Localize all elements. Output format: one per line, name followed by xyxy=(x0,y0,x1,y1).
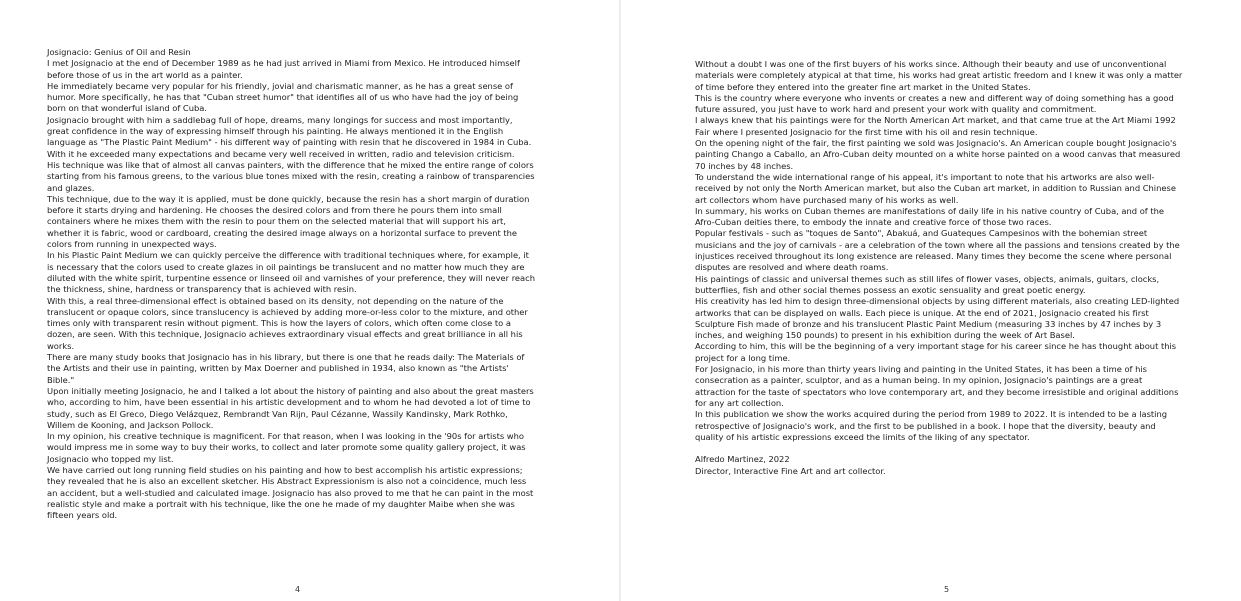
paragraph: With this, a real three-dimensional effect is obtained based on its density, not depending on the nature of the translucent or opaque colors, since translucency is achieved by adding more-or-less color to the mixture, and other times only with transparent resin without pigment. This is how the layers of colors, which often come close to a dozen, are seen. With this technique, Josignacio achieves extraordinary visual effects and great brilliance in all his works. xyxy=(47,295,528,351)
paragraph: In summary, his works on Cuban themes are manifestations of daily life in his native country of Cuba, and of the Afro-Cuban deities there, to embody the innate and creative force of those two races. xyxy=(695,205,1164,228)
left-page xyxy=(0,0,619,601)
signature-name: Alfredo Martinez, 2022 xyxy=(695,454,790,465)
paragraph: In my opinion, his creative technique is magnificent. For that reason, when I was looking in the '90s for artists who would impress me in some way to buy their works, to collect and later promote some quality gallery project, it was Josignacio who topped my list. xyxy=(47,431,526,464)
signature-title: Director, Interactive Fine Art and art collector. xyxy=(695,465,886,476)
paragraph: In his Plastic Paint Medium we can quickly perceive the difference with traditional techniques where, for example, it is necessary that the colors used to create glazes in oil paintings be translucent and no matter how much they are diluted with the white spirit, turpentine essence or linseed oil and varnishes of your preference, they will never reach the thickness, shine, hardness or transparency that is achieved with resin. xyxy=(47,250,535,295)
paragraph: On the opening night of the fair, the first painting we sold was Josignacio's. An American couple bought Josignacio's painting Chango a Caballo, an Afro-Cuban deity mounted on a white horse painted on a wood canvas that measured 70 inches by 48 inches. xyxy=(695,138,1181,171)
left-page-text xyxy=(47,47,535,521)
paragraph: According to him, this will be the beginning of a very important stage for his career since he has thought about this project for a long time. xyxy=(695,341,1177,363)
paragraph: This technique, due to the way it is applied, must be done quickly, because the resin has a short margin of duration before it starts drying and hardening. He chooses the desired colors and from there he pours them into small containers where he mixes them with the resin to pour them on the selected material that will support his art, whether it is fabric, wood or cardboard, creating the desired image always on a horizontal surface to prevent the colors from running in unexpected ways. xyxy=(47,193,530,250)
page-number-left: 4 xyxy=(295,585,301,594)
paragraph: His creativity has led him to design three-dimensional objects by using different materials, also creating LED-lighted artworks that can be displayed on walls. Each piece is unique. At the end of 2021, Josignacio created his first Sculpture Fish made of bronze and his translucent Plastic Paint Medium (measuring 33 inches by 47 inches by 3 inches, and weighing 150 pounds) to present in his exhibition during the week of Art Basel. xyxy=(695,296,1180,341)
paragraph: He immediately became very popular for his friendly, jovial and charismatic manner, as he has a great sense of humor. More specifically, he has that "Cuban street humor" that identifies all of us who have had the joy of being born on that wonderful island of Cuba. xyxy=(47,80,519,114)
paragraph: To understand the wide international range of his appeal, it's important to note that his artworks are also well-received by not only the North American market, but also the Cuban art market, in addition to Russian and Chinese art collectors whom have purchased many of his works as well. xyxy=(695,171,1176,205)
paragraph: For Josignacio, in his more than thirty years living and painting in the United States, it has been a time of his consecration as a painter, sculptor, and as a human being. In my opinion, Josignacio's paintings are a great attraction for the taste of spectators who love contemporary art, and they become irresistible and original additions for any art collection. xyxy=(695,364,1179,408)
paragraph: Without a doubt I was one of the first buyers of his works since. Although their beauty and use of unconventional materials were completely atypical at that time, his works had great artistic freedom and I knew it was only a matter of time before they entered into the greater fine art market in the United States. xyxy=(695,59,1183,92)
paragraph: We have carried out long running field studies on his painting and how to best accomplish his artistic expressions; they revealed that he is also an excellent sketcher. His Abstract Expressionism is also not a coincidence, much less an accident, but a well-studied and calculated image. Josignacio has also proved to me that he can paint in the most realistic style and make a portrait with his technique, like the one he made of my daughter Maibe when she was fifteen years old. xyxy=(47,464,534,521)
paragraph: Josignacio brought with him a saddlebag full of hope, dreams, many longings for success and most importantly, great confidence in the way of expressing himself through his painting. He always mentioned it in the English language as "The Plastic Paint Medium" - his different way of painting with resin that he discovered in 1984 in Cuba. With it he exceeded many expectations and became very well received in written, radio and television criticism. xyxy=(47,114,532,159)
paragraph: This is the country where everyone who invents or creates a new and different way of doing something has a good future assured, you just have to work hard and present your work with quality and commitment. xyxy=(695,92,1174,115)
paragraph: I met Josignacio at the end of December 1989 as he had just arrived in Miami from Mexico. He introduced himself before those of us in the art world as a painter. xyxy=(47,58,520,80)
paragraph: There are many study books that Josignacio has in his library, but there is one that he reads daily: The Materials of the Artists and their use in painting, written by Max Doerner and published in 1934, also known as "the Artists' Bible." xyxy=(47,352,525,385)
page-number-right: 5 xyxy=(944,585,950,594)
paragraph: Popular festivals - such as "toques de Santo", Abakuá, and Guateques Campesinos with the bohemian street musicians and the joy of carnivals - are a celebration of the town where all the passions and tensions created by the injustices received throughout its long existence are released. Many times they become the scene where personal disputes are resolved and where death roams. xyxy=(695,228,1180,273)
right-page-text xyxy=(695,59,1185,477)
paragraph: In this publication we show the works acquired during the period from 1989 to 2022. It is intended to be a lasting retrospective of Josignacio's work, and the first to be published in a book. I hope that the diversity, beauty and quality of his artistic expressions exceed the limits of the liking of any spectator. xyxy=(695,409,1168,442)
article-title: Josignacio: Genius of Oil and Resin xyxy=(47,47,191,57)
paragraph: His paintings of classic and universal themes such as still lifes of flower vases, objects, animals, guitars, clocks, butterflies, fish and other social themes possess an exotic sensuality and great poetic energy. xyxy=(695,273,1160,295)
paragraph: Upon initially meeting Josignacio, he and I talked a lot about the history of painting and also about the great masters who, according to him, have been essential in his artistic development and to whom he had devoted a lot of time to study, such as El Greco, Diego Velázquez, Rembrandt Van Rijn, Paul Cézanne, Wassily Kandinsky, Mark Rothko, Willem de Kooning, and Jackson Pollock. xyxy=(47,385,534,430)
right-page xyxy=(621,0,1241,601)
paragraph: I always knew that his paintings were for the North American Art market, and that came true at the Art Miami 1992 Fair where I presented Josignacio for the first time with his oil and resin technique. xyxy=(695,115,1176,137)
paragraph: His technique was like that of almost all canvas painters, with the difference that he mixed the entire range of colors starting from his famous greens, to the various blue tones mixed with the resin, creating a rainbow of transparencies and glazes. xyxy=(47,159,535,193)
